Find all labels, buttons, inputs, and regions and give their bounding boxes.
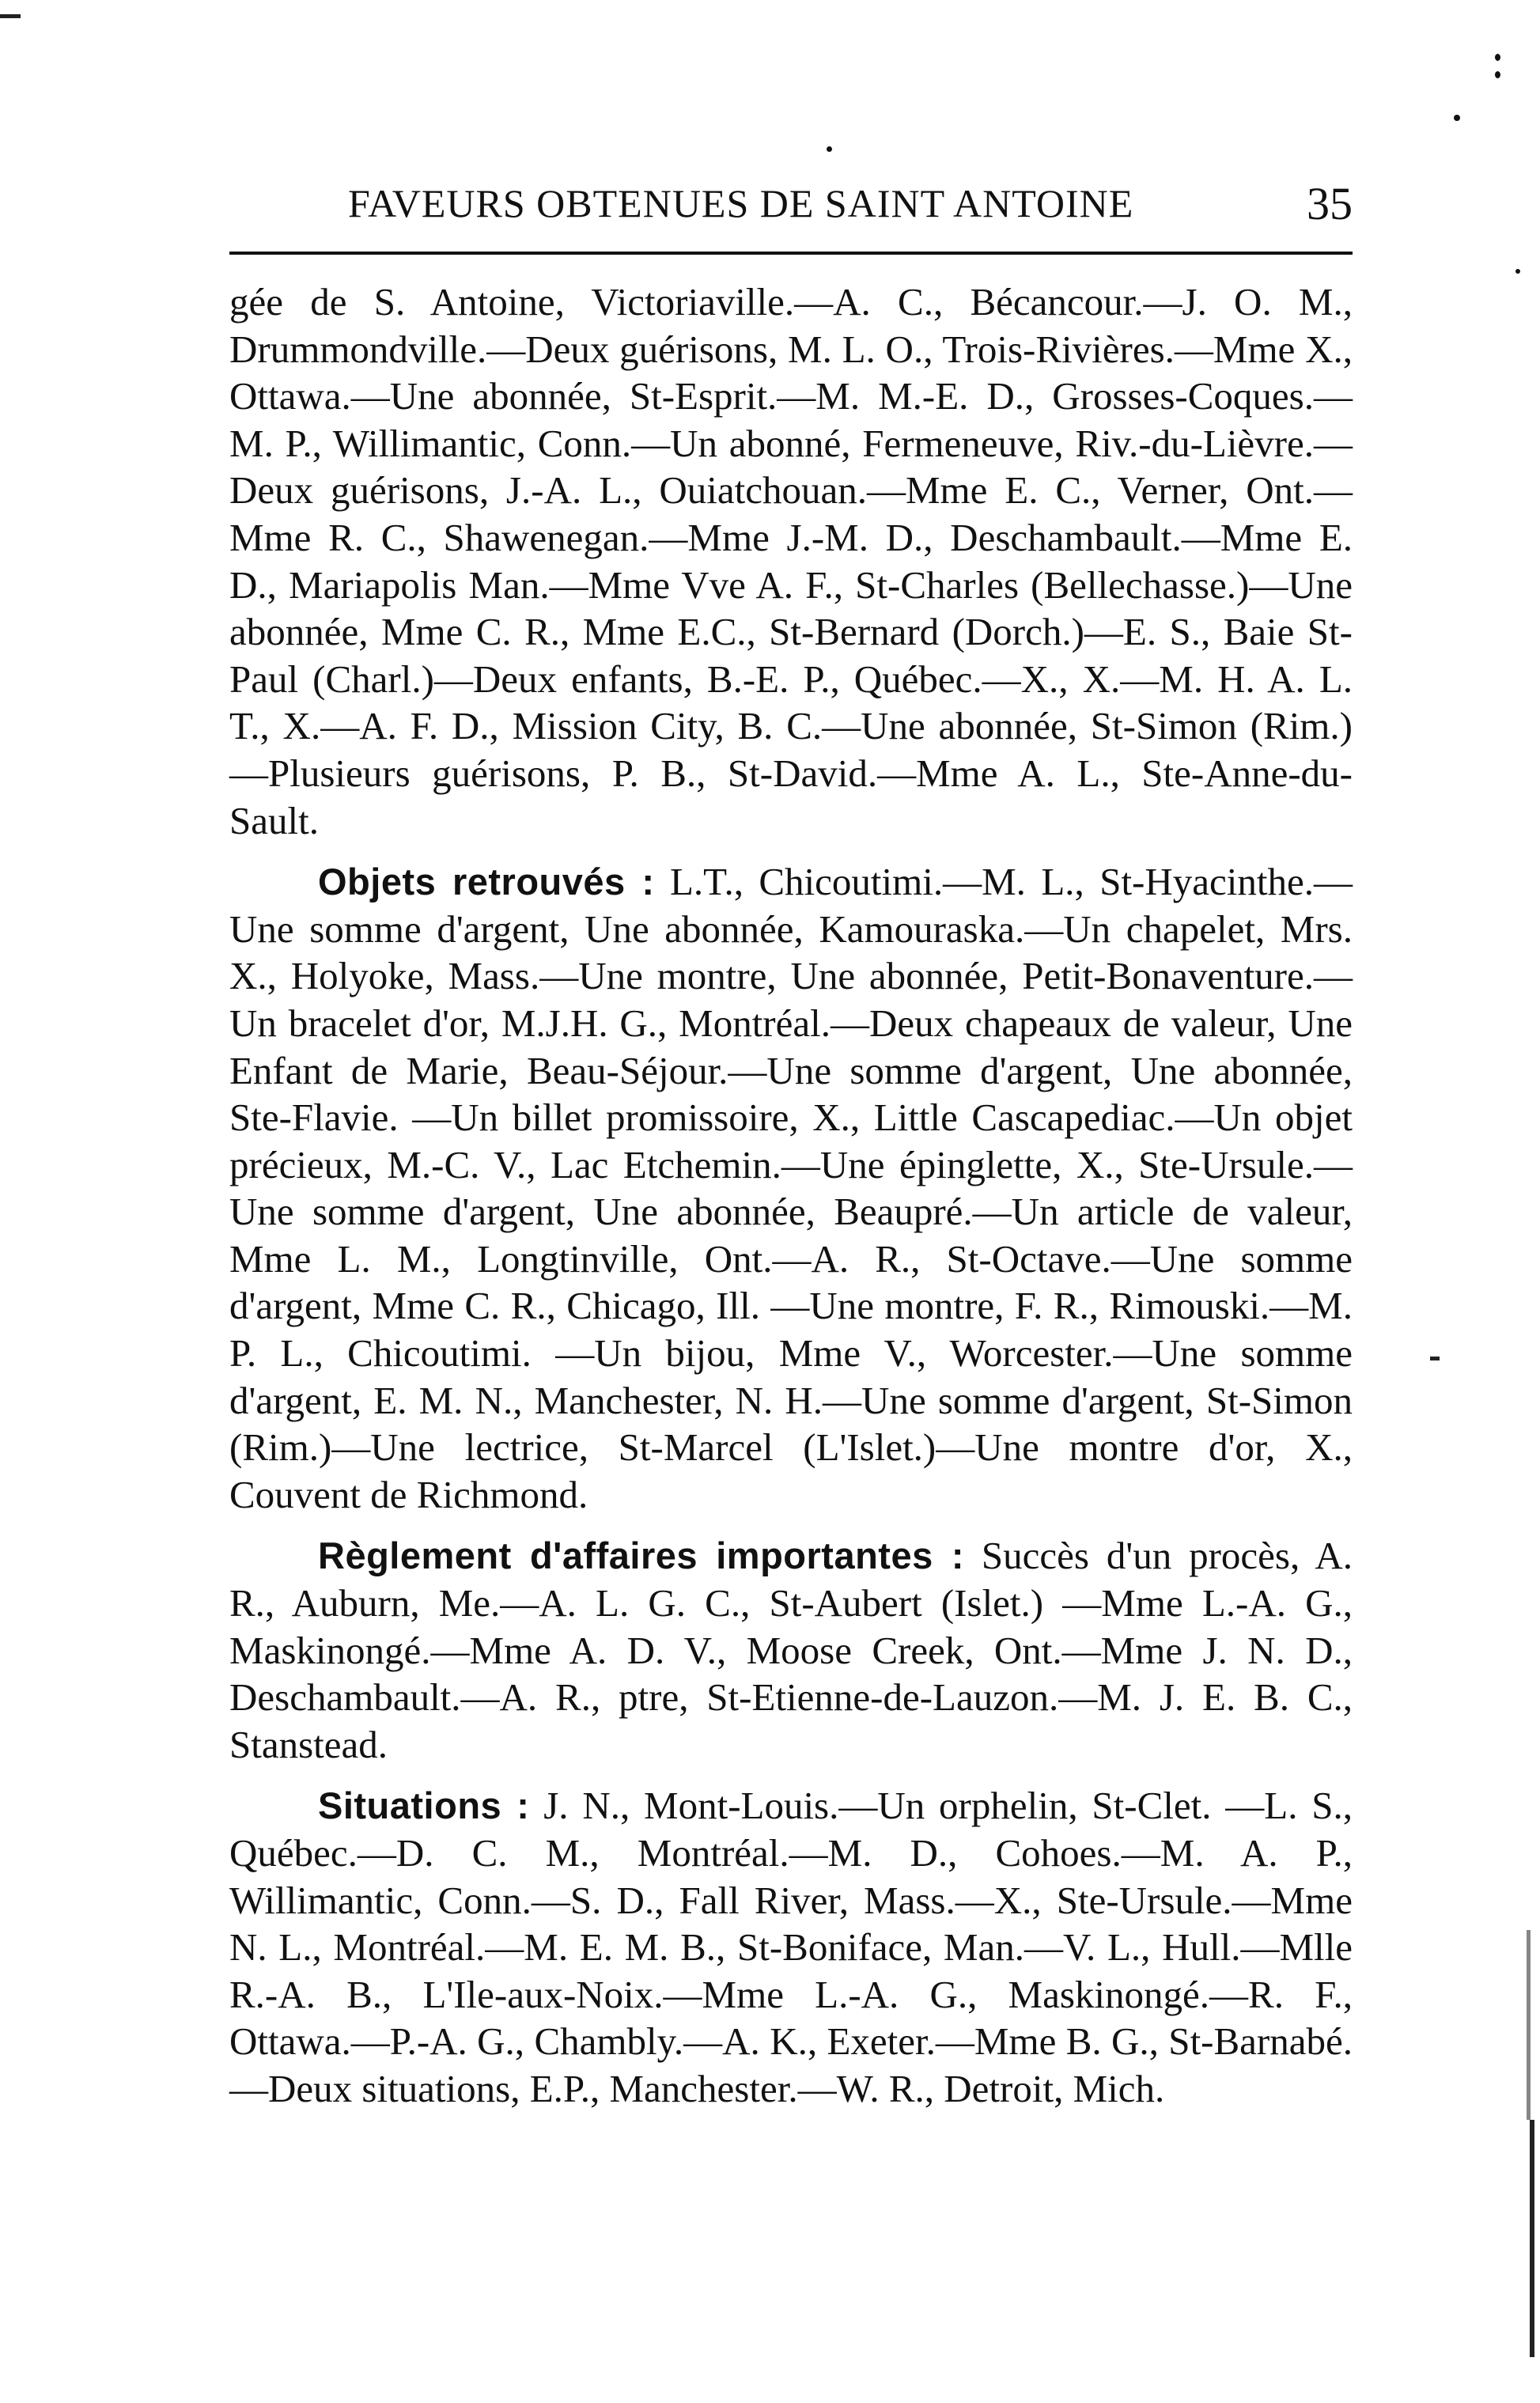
section-text-situations: J. N., Mont-Louis.—Un orphelin, St-Clet. —L. S., Québec.—D. C. M., Montréal.—M. D., Cohoes.—M. A. P., Willimantic, Conn.—S. D., Fall River, Mass.—X., Ste-Ursule.—Mme N. L., Montréal.—M. E. M. B., St-Boniface, Man.—V. L., Hull.—Mlle R.-A. B., L'Ile-aux-Noix.—Mme L.-A. G., Maskinongé.—R. F., Ottawa.—P.-A. G., Chambly.—A. K., Exeter.—Mme B. G., St-Barnabé.—Deux situations, E.P., Manchester.—W. R., Detroit, Mich. <box>229 1784 1353 2110</box>
section-heading-objets: Objets retrouvés : <box>318 861 655 903</box>
section-heading-situations: Situations : <box>318 1784 530 1827</box>
section-situations <box>229 1782 1353 2112</box>
page-number: 35 <box>1307 178 1353 229</box>
scan-speck <box>1495 71 1500 78</box>
scan-speck <box>1515 269 1520 274</box>
header-rule <box>229 252 1353 255</box>
section-text-reglement: Succès d'un procès, A. R., Auburn, Me.—A. L. G. C., St-Aubert (Islet.) —Mme L.-A. G., Maskinongé.—Mme A. D. V., Moose Creek, Ont.—Mme J. N. D., Deschambault.—A. R., ptre, St-Etienne-de-Lauzon.—M. J. E. B. C., Stanstead. <box>229 1534 1353 1766</box>
top-left-dash <box>0 14 21 18</box>
running-title: FAVEURS OBTENUES DE SAINT ANTOINE <box>348 181 1134 225</box>
continued-paragraph: gée de S. Antoine, Victoriaville.—A. C., Bécancour.—J. O. M., Drummondville.—Deux guérisons, M. L. O., Trois-Rivières.—Mme X., Ottawa.—Une abonnée, St-Esprit.—M. M.-E. D., Grosses-Coques.—M. P., Willimantic, Conn.—Un abonné, Fermeneuve, Riv.-du-Lièvre.—Deux guérisons, J.-A. L., Ouiatchouan.—Mme E. C., Verner, Ont.—Mme R. C., Shawenegan.—Mme J.-M. D., Deschambault.—Mme E. D., Mariapolis Man.—Mme Vve A. F., St-Charles (Bellechasse.)—Une abonnée, Mme C. R., Mme E.C., St-Bernard (Dorch.)—E. S., Baie St-Paul (Charl.)—Deux enfants, B.-E. P., Québec.—X., X.—M. H. A. L. T., X.—A. F. D., Mission City, B. C.—Une abonnée, St-Simon (Rim.)—Plusieurs guérisons, P. B., St-David.—Mme A. L., Ste-Anne-du-Sault. <box>229 280 1353 842</box>
body-text <box>229 278 1353 2113</box>
section-heading-reglement: Règlement d'affaires importantes : <box>318 1535 965 1577</box>
section-objets-retrouves <box>229 858 1353 1518</box>
page-header <box>229 180 1353 244</box>
scan-speck <box>1495 54 1500 61</box>
margin-dash <box>1430 1357 1440 1360</box>
right-edge-shadow <box>1530 2120 1534 2357</box>
right-edge-shadow <box>1527 1930 1531 2120</box>
section-text-objets: L.T., Chicoutimi.—M. L., St-Hyacinthe.—Une somme d'argent, Une abonnée, Kamouraska.—Un chapelet, Mrs. X., Holyoke, Mass.—Une montre, Une abonnée, Petit-Bonaventure.—Un bracelet d'or, M.J.H. G., Montréal.—Deux chapeaux de valeur, Une Enfant de Marie, Beau-Séjour.—Une somme d'argent, Une abonnée, Ste-Flavie. —Un billet promissoire, X., Little Cascapediac.—Un objet précieux, M.-C. V., Lac Etchemin.—Une épinglette, X., Ste-Ursule.—Une somme d'argent, Une abonnée, Beaupré.—Un article de valeur, Mme L. M., Longtinville, Ont.—A. R., St-Octave.—Une somme d'argent, Mme C. R., Chicago, Ill. —Une montre, F. R., Rimouski.—M. P. L., Chicoutimi. —Un bijou, Mme V., Worcester.—Une somme d'argent, E. M. N., Manchester, N. H.—Une somme d'argent, St-Simon (Rim.)—Une lectrice, St-Marcel (L'Islet.)—Une montre d'or, X., Couvent de Richmond. <box>229 860 1353 1516</box>
scan-speck <box>1454 115 1460 121</box>
section-reglement-affaires <box>229 1532 1353 1768</box>
scan-speck <box>827 146 832 152</box>
